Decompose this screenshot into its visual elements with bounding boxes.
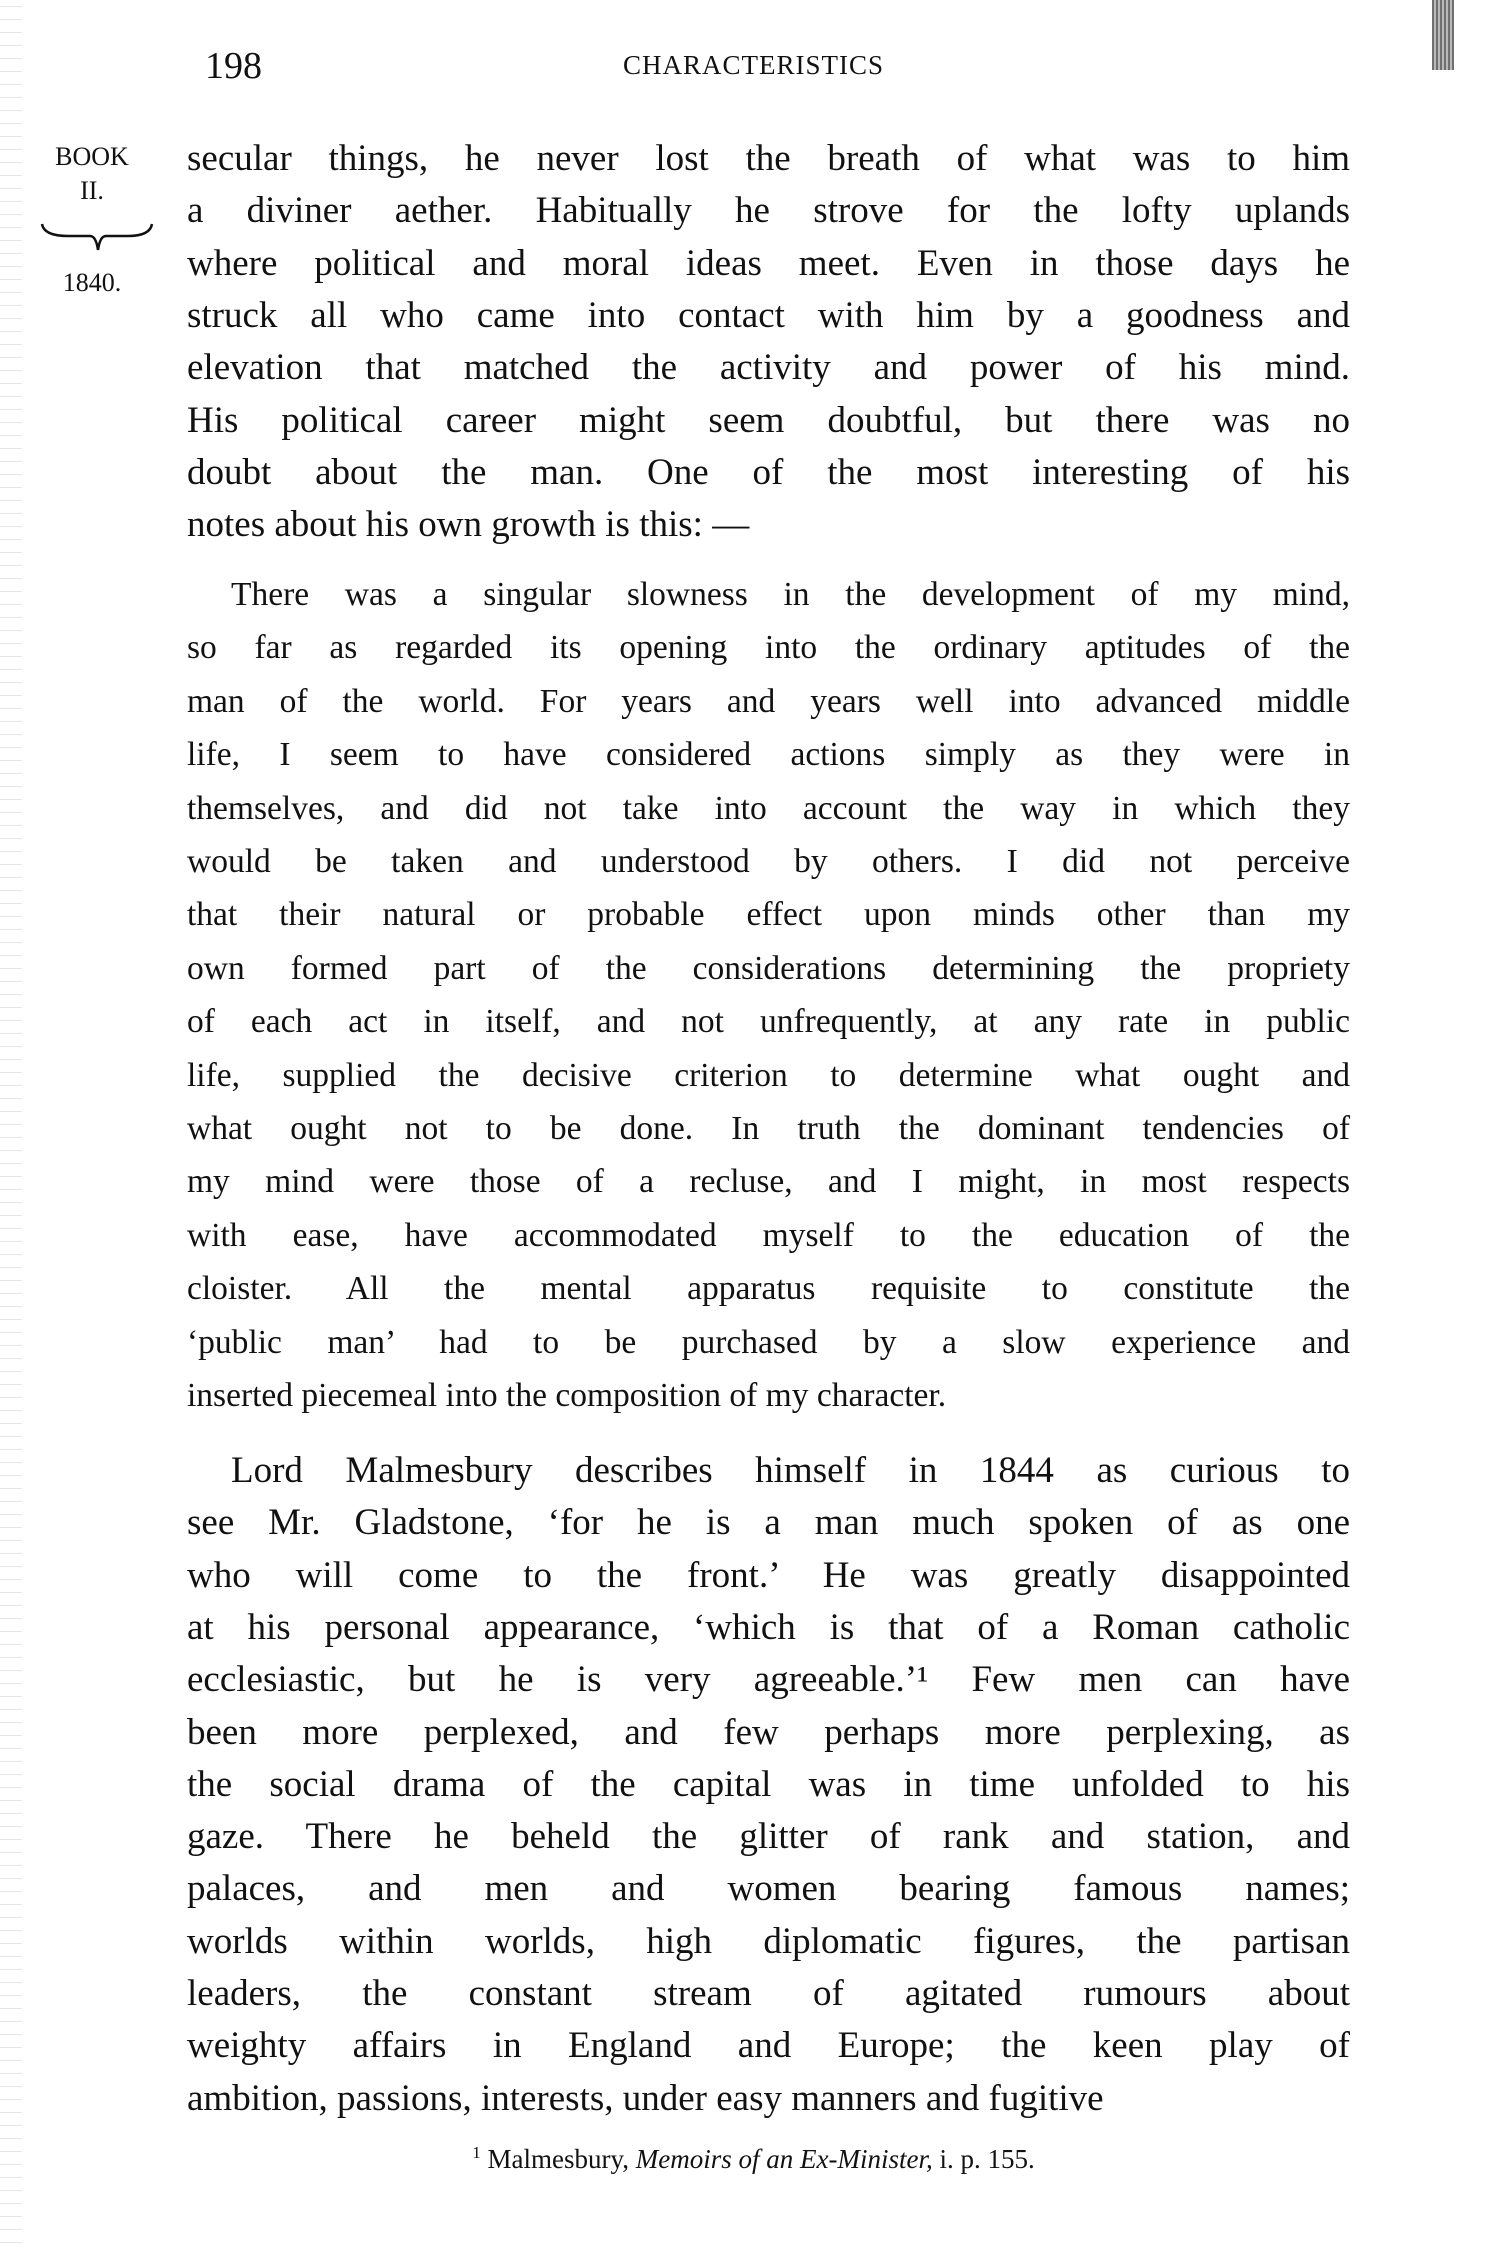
quotation-line: cloister. All the mental apparatus requisite to constitute the [187, 1270, 1350, 1308]
quotation-line: would be taken and understood by others. I did not perceive [187, 843, 1350, 880]
paragraph3-line: palaces, and men and women bearing famous names; [187, 1868, 1350, 1910]
paragraph3-line: at his personal appearance, ‘which is that of a Roman catholic [187, 1606, 1350, 1648]
quotation-line: inserted piecemeal into the composition of my character. [187, 1377, 947, 1414]
margin-year-label: 1840. [62, 268, 122, 297]
paragraph3-line: who will come to the front.’ He was greatly disappointed [187, 1554, 1350, 1596]
margin-volume-label: II. [80, 176, 104, 205]
paragraph3-line: see Mr. Gladstone, ‘for he is a man much spoken of as one [187, 1502, 1350, 1544]
paragraph1-line: secular things, he never lost the breath of what was to him [187, 138, 1350, 179]
quotation-line: of each act in itself, and not unfrequently, at any rate in public [187, 1003, 1350, 1041]
paragraph3-line: gaze. There he beheld the glitter of rank and station, and [187, 1816, 1350, 1858]
scan-edge-speckle [0, 0, 22, 2250]
paragraph3-line: worlds within worlds, high diplomatic figures, the partisan [187, 1920, 1350, 1962]
running-head: CHARACTERISTICS [622, 50, 885, 80]
page-number: 198 [205, 45, 262, 87]
footnote-author: Malmesbury, [487, 2144, 629, 2174]
footnote-title: Memoirs of an Ex-Minister, [635, 2144, 933, 2174]
quotation-line: that their natural or probable effect upon minds other than my [187, 896, 1350, 934]
quotation-line: own formed part of the considerations determining the propriety [187, 949, 1350, 987]
paragraph3-line: ambition, passions, interests, under easy manners and fugitive [187, 2077, 1104, 2119]
quotation-line: life, supplied the decisive criterion to determine what ought and [187, 1056, 1350, 1094]
paragraph1-line: struck all who came into contact with him by a goodness and [187, 294, 1350, 336]
quotation-line: themselves, and did not take into account the way in which they [187, 789, 1350, 827]
quotation-line: so far as regarded its opening into the ordinary aptitudes of the [187, 629, 1350, 667]
paragraph3-line: been more perplexed, and few perhaps more perplexing, as [187, 1711, 1350, 1753]
quotation-line: There was a singular slowness in the development of my mind, [231, 576, 1350, 613]
paragraph1-line: elevation that matched the activity and power of his mind. [187, 347, 1350, 389]
footnote-marker: 1 [472, 2143, 481, 2162]
margin-book-label: BOOK [55, 142, 129, 171]
quotation-line: with ease, have accommodated myself to the education of the [187, 1216, 1350, 1254]
footnote [0, 2143, 1507, 2175]
paragraph1-line: doubt about the man. One of the most interesting of his [187, 451, 1350, 493]
paragraph1-line: a diviner aether. Habitually he strove for the lofty uplands [187, 190, 1350, 232]
footnote-ref: i. p. 155. [939, 2144, 1035, 2174]
paragraph1-line: notes about his own growth is this: — [187, 504, 750, 546]
paragraph1-line: His political career might seem doubtful, but there was no [187, 399, 1350, 441]
quotation-line: ‘public man’ had to be purchased by a slow experience and [187, 1323, 1350, 1361]
quotation-line: my mind were those of a recluse, and I might, in most respects [187, 1163, 1350, 1201]
quotation-line: life, I seem to have considered actions simply as they were in [187, 736, 1350, 774]
paragraph1-line: where political and moral ideas meet. Even in those days he [187, 242, 1350, 284]
paragraph3-line: ecclesiastic, but he is very agreeable.’¹ Few men can have [187, 1659, 1350, 1701]
paragraph3-line: Lord Malmesbury describes himself in 1844 as curious to [231, 1450, 1350, 1491]
margin-brace-icon [38, 222, 158, 258]
quotation-line: what ought not to be done. In truth the dominant tendencies of [187, 1110, 1350, 1147]
paragraph3-line: leaders, the constant stream of agitated rumours about [187, 1973, 1350, 2014]
quotation-line: man of the world. For years and years well into advanced middle [187, 682, 1350, 720]
paragraph3-line: weighty affairs in England and Europe; the keen play of [187, 2025, 1350, 2067]
paragraph3-line: the social drama of the capital was in time unfolded to his [187, 1763, 1350, 1805]
